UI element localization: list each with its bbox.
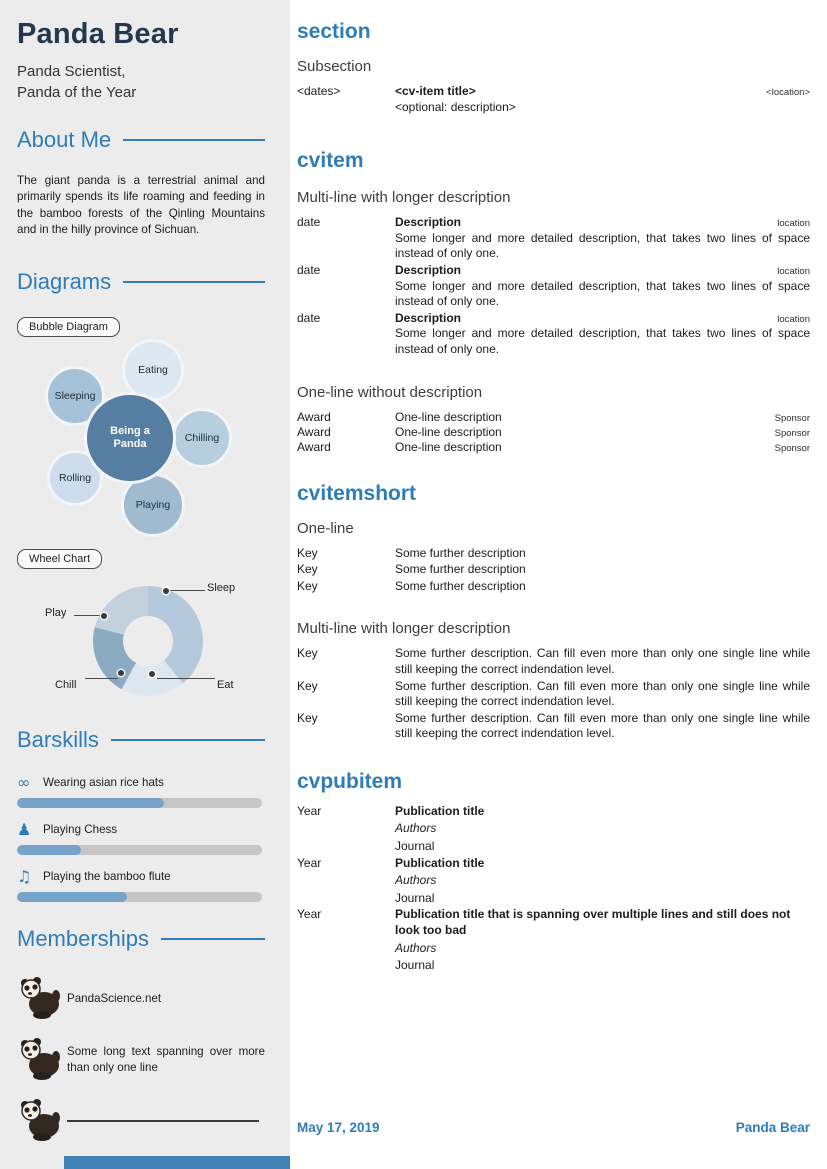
membership-label: PandaScience.net: [67, 991, 162, 1005]
footer-name: Panda Bear: [735, 1120, 810, 1135]
chess-icon: ♟: [17, 819, 32, 839]
publication-year: Year: [297, 855, 322, 870]
cv-item-dates: <dates>: [297, 84, 341, 98]
skill-chess: [17, 819, 265, 855]
section-heading: section: [297, 20, 371, 43]
award-item: [297, 440, 810, 454]
skill-fill: [17, 845, 81, 855]
key-description: Some further description. Can fill even more than only one single line while still keeping the correct indendation level.: [395, 678, 810, 709]
award-label: Award: [297, 424, 331, 439]
bubble-playing: Playing: [121, 473, 185, 537]
publication-item: [297, 804, 810, 855]
cv-item-description: Some longer and more detailed description, that takes two lines of space instead of only one.: [395, 278, 810, 309]
membership-label: Some long text spanning over more than only one line: [67, 1044, 265, 1075]
skill-head: [17, 819, 265, 839]
panda-icon: [17, 1096, 67, 1147]
cv-item-title: Description: [395, 262, 462, 277]
bubble-chilling: Chilling: [172, 408, 232, 468]
publication-journal: Journal: [395, 958, 435, 973]
key-item: [297, 546, 810, 562]
main-content: [297, 0, 810, 1169]
panda-icon: [17, 1035, 67, 1086]
key-description: Some further description: [395, 545, 526, 560]
key-description: Some further description. Can fill even more than only one single line while still keeping the correct indendation level.: [395, 646, 810, 676]
bubble-diagram-chip: Bubble Diagram: [17, 317, 120, 337]
wheel-pointer-line-sleep: [169, 590, 205, 591]
barskills-title: Barskills: [17, 726, 99, 752]
wheel-label-play: Play: [45, 606, 67, 619]
publication-authors: Authors: [395, 873, 437, 888]
skill-label: Wearing asian rice hats: [43, 776, 164, 790]
skill-label: Playing Chess: [43, 823, 118, 837]
award-sponsor: Sponsor: [774, 412, 810, 424]
wheel-chart: [17, 579, 265, 719]
skill-head: [17, 772, 265, 792]
skill-label: Playing the bamboo flute: [43, 870, 171, 884]
key-label: Key: [297, 578, 318, 593]
skill-bar: [17, 798, 262, 808]
cv-item-location: location: [777, 265, 810, 277]
key-label: Key: [297, 710, 318, 725]
cv-item-description: Some longer and more detailed description, that takes two lines of space instead of only one.: [395, 230, 810, 261]
cv-item: [297, 215, 810, 262]
key-item: [297, 579, 810, 595]
cv-item-title: Description: [395, 215, 462, 230]
bubble-rolling: Rolling: [47, 450, 103, 506]
tagline-line1: Panda Scientist,: [17, 63, 126, 80]
key-description: Some further description. Can fill even more than only one single line while still keeping the correct indendation level.: [395, 710, 810, 741]
about-title: About Me: [17, 127, 112, 152]
cv-item-description: <optional: description>: [395, 99, 516, 114]
about-text: The giant panda is a terrestrial animal and primarily spends its life roaming and feeding in the bamboo forests of the Qinling Mountains and in the hilly province of Sichuan.: [17, 174, 265, 237]
memberships-title: Memberships: [17, 925, 150, 951]
publication-item: [297, 907, 810, 973]
wheel-chart-chip: Wheel Chart: [17, 549, 102, 569]
subsection-short-multiline: Multi-line with longer description: [297, 620, 511, 638]
award-description: One-line description: [395, 424, 502, 439]
publication-item: [297, 856, 810, 907]
panda-icon: [17, 974, 67, 1025]
bubble-center: Being a Panda: [84, 392, 176, 484]
award-label: Award: [297, 439, 331, 454]
publication-year: Year: [297, 907, 322, 922]
key-item: [297, 679, 810, 710]
bubble-eating: Eating: [122, 339, 184, 401]
page-footer: [297, 1120, 810, 1135]
wheel-label-eat: Eat: [217, 678, 234, 691]
skill-bar: [17, 892, 262, 902]
key-label: Key: [297, 678, 318, 693]
award-sponsor: Sponsor: [774, 427, 810, 439]
bubble-sleeping: Sleeping: [45, 366, 105, 426]
award-item: [297, 410, 810, 424]
wheel-donut: [93, 586, 203, 696]
publication-title: Publication title that is spanning over multiple lines and still does not look too bad: [395, 907, 791, 938]
wheel-label-sleep: Sleep: [207, 581, 236, 594]
tagline: [17, 61, 265, 103]
skill-flute: [17, 866, 265, 902]
section-heading-cvpubitem: cvpubitem: [297, 769, 403, 793]
sidebar: [0, 0, 290, 1169]
wheel-label-chill: Chill: [55, 678, 77, 691]
membership-item: [17, 1096, 265, 1147]
award-sponsor: Sponsor: [774, 442, 810, 454]
cv-item-description: Some longer and more detailed description, that takes two lines of space instead of only one.: [395, 326, 810, 356]
cv-item: [297, 311, 810, 358]
subsection-multiline: Multi-line with longer description: [297, 189, 511, 207]
key-description: Some further description: [395, 578, 526, 593]
publication-authors: Authors: [395, 821, 437, 836]
cv-item-location: <location>: [766, 87, 810, 98]
diagrams-title: Diagrams: [17, 268, 112, 294]
skill-fill: [17, 798, 164, 808]
wheel-pointer-line-eat: [157, 678, 215, 679]
name-title: Panda Bear: [17, 18, 179, 50]
membership-item: [17, 974, 265, 1025]
wheel-pointer-dot-chill: [118, 670, 124, 676]
subsection-oneline: One-line without description: [297, 383, 483, 401]
cv-item-date: date: [297, 310, 321, 325]
section-heading-cvitem: cvitem: [297, 149, 364, 173]
cv-item-location: location: [777, 218, 810, 230]
key-item: [297, 646, 810, 677]
subsection-short-oneline: One-line: [297, 519, 354, 537]
key-description: Some further description: [395, 562, 526, 577]
wheel-pointer-dot-sleep: [163, 588, 169, 594]
award-description: One-line description: [395, 439, 502, 454]
cv-item-date: date: [297, 215, 321, 230]
skill-rice-hats: [17, 772, 265, 808]
section-heading-cvitemshort: cvitemshort: [297, 481, 417, 505]
award-description: One-line description: [395, 409, 502, 424]
key-item: [297, 711, 810, 742]
publication-year: Year: [297, 803, 322, 818]
subsection-heading: Subsection: [297, 58, 372, 75]
key-item: [297, 562, 810, 578]
sidebar-heading-diagrams: [17, 269, 265, 295]
footer-date: May 17, 2019: [297, 1120, 380, 1135]
award-label: Award: [297, 409, 331, 424]
cv-item-title: <cv-item title>: [395, 84, 476, 98]
wheel-pointer-dot-eat: [149, 671, 155, 677]
tagline-line2: Panda of the Year: [17, 84, 137, 101]
cv-item-title: Description: [395, 310, 462, 325]
rice-hat-icon: ∞: [17, 772, 31, 792]
sidebar-bottom-strip: [64, 1156, 290, 1169]
cv-item-template: [297, 84, 810, 115]
wheel-pointer-dot-play: [101, 613, 107, 619]
key-label: Key: [297, 562, 318, 577]
skill-fill: [17, 892, 127, 902]
publication-title: Publication title: [395, 803, 485, 818]
cv-item-location: location: [777, 313, 810, 325]
publication-journal: Journal: [395, 890, 435, 905]
wheel-pointer-line-chill: [85, 678, 118, 679]
sidebar-heading-barskills: [17, 727, 265, 753]
cv-item: [297, 263, 810, 310]
key-label: Key: [297, 646, 318, 661]
wheel-pointer-line-play: [74, 615, 104, 616]
publication-authors: Authors: [395, 940, 437, 955]
membership-item: [17, 1035, 265, 1086]
membership-placeholder-line: [67, 1120, 259, 1122]
publication-journal: Journal: [395, 839, 435, 854]
skill-head: [17, 866, 265, 886]
cv-item-date: date: [297, 262, 321, 277]
award-item: [297, 425, 810, 439]
publication-title: Publication title: [395, 855, 485, 870]
flute-icon: ♫: [17, 866, 32, 886]
key-label: Key: [297, 545, 318, 560]
skill-bar: [17, 845, 262, 855]
sidebar-heading-memberships: [17, 926, 265, 952]
bubble-diagram: [17, 341, 265, 541]
sidebar-heading-about: [17, 127, 265, 153]
